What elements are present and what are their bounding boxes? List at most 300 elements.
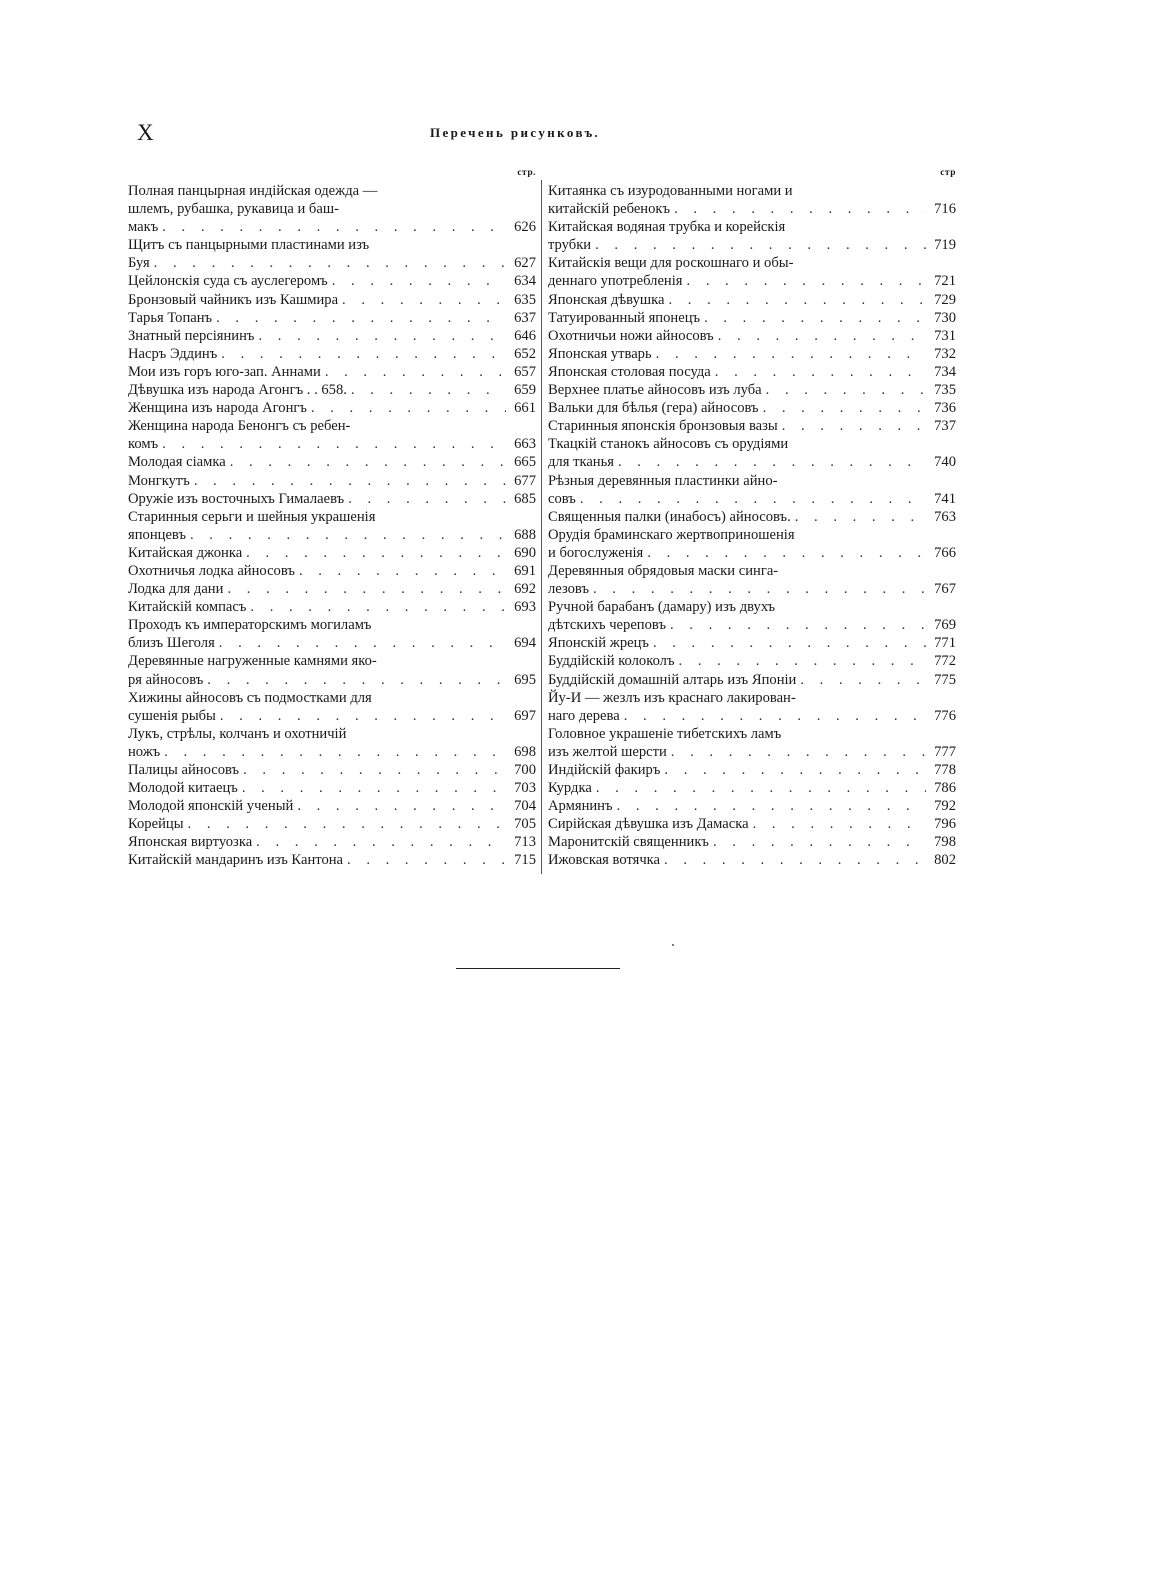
index-entry: [128, 562, 536, 580]
entry-page-number: 775: [934, 671, 956, 688]
leader-dots: [188, 815, 506, 833]
entry-title-line: Буддійскій домашній алтарь изъ Японіи: [548, 671, 797, 688]
leader-dots: [763, 399, 926, 417]
entry-page-number: 730: [934, 309, 956, 326]
entry-last-line: [128, 815, 536, 833]
entry-title-line: Японская дѣвушка: [548, 291, 665, 308]
entry-page-number: 693: [514, 599, 536, 616]
entry-page-number: 740: [934, 454, 956, 471]
index-entry: [548, 797, 956, 815]
entry-title-line: трубки: [548, 237, 592, 254]
index-entry: [128, 833, 536, 851]
entry-title-line: Деревянныя обрядовыя маски синга-: [548, 562, 779, 579]
entry-last-line: [128, 291, 536, 309]
entry-last-line: [548, 236, 956, 254]
entry-title-line: Японская виртуозка: [128, 834, 253, 851]
entry-title-line: Знатный персіянинъ: [128, 327, 255, 344]
end-rule: [456, 968, 620, 969]
leader-dots: [216, 309, 506, 327]
entry-title-line: Полная панцырная индійская одежда —: [128, 183, 378, 199]
index-entry: [128, 236, 536, 272]
entry-title-line: Татуированный японецъ: [548, 309, 701, 326]
entry-title-line: шлемъ, рубашка, рукавица и баш-: [128, 201, 339, 218]
index-entry: [548, 689, 956, 725]
entry-title-line: Охотничьи ножи айносовъ: [548, 327, 714, 344]
index-entry: [128, 761, 536, 779]
entry-last-line: [548, 544, 956, 562]
entry-last-line: [548, 345, 956, 363]
leader-dots: [164, 743, 506, 761]
entry-last-line: [128, 671, 536, 689]
index-entry: [128, 182, 536, 236]
entry-page-number: 729: [934, 291, 956, 308]
entry-title-line: Оружіе изъ восточныхъ Гималаевъ: [128, 490, 345, 507]
entry-title-line: Индійскій факиръ: [548, 762, 661, 778]
entry-title-line: Китайская джонка: [128, 544, 243, 561]
entry-page-number: 778: [934, 762, 956, 778]
entry-page-number: 777: [934, 743, 956, 760]
entry-page-number: 703: [514, 780, 536, 797]
entry-title-line: Японскій жрецъ: [548, 635, 649, 652]
index-entry: [128, 616, 536, 652]
entry-last-line: [128, 472, 536, 490]
entry-last-line: [548, 363, 956, 381]
leader-dots: [664, 851, 926, 869]
index-entry: [128, 725, 536, 761]
entry-title-line: дѣтскихъ череповъ: [548, 617, 666, 634]
entry-page-number: 734: [934, 363, 956, 380]
leader-dots: [653, 634, 926, 652]
entry-title-line: Деревянные нагруженные камнями яко-: [128, 653, 377, 670]
leader-dots: [162, 435, 506, 453]
entry-title-line: Щитъ съ панцырными пластинами изъ: [128, 237, 370, 254]
entry-page-number: 663: [514, 436, 536, 453]
entry-title-line: Хижины айносовъ съ подмостками для: [128, 689, 372, 706]
leader-dots: [258, 327, 506, 345]
entry-page-number: 735: [934, 382, 956, 399]
entry-last-line: [128, 435, 536, 453]
entry-title-line: сушенія рыбы: [128, 707, 216, 724]
entry-page-number: 719: [934, 237, 956, 254]
leader-dots: [617, 797, 926, 815]
entry-last-line: [128, 526, 536, 544]
entry-title-line: Мои изъ горъ юго-зап. Аннами: [128, 363, 321, 380]
leader-dots: [800, 671, 926, 689]
entry-last-line: [548, 779, 956, 797]
entry-page-number: 763: [934, 508, 956, 525]
entry-page-number: 704: [514, 798, 536, 815]
entry-title-line: Охотничья лодка айносовъ: [128, 562, 295, 579]
leader-dots: [618, 453, 926, 471]
entry-last-line: [548, 291, 956, 309]
entry-last-line: [548, 309, 956, 327]
entry-page-number: 772: [934, 653, 956, 670]
entry-page-number: 634: [514, 273, 536, 290]
leader-dots: [154, 254, 506, 272]
index-entry: [548, 435, 956, 471]
entry-last-line: [548, 381, 956, 399]
index-entry: [128, 345, 536, 363]
entry-last-line: [128, 254, 536, 272]
index-entry: [128, 472, 536, 490]
index-entry: [548, 671, 956, 689]
leader-dots: [596, 779, 926, 797]
index-entry: [548, 472, 956, 508]
entry-page-number: 700: [514, 762, 536, 778]
entry-page-number: 695: [514, 671, 536, 688]
entry-page-number: 690: [514, 544, 536, 561]
entry-title-line: Китайскій мандаринъ изъ Кантона: [128, 852, 344, 869]
entry-last-line: [128, 580, 536, 598]
entry-title-line: Японская утварь: [548, 345, 652, 362]
entry-title-line: Ручной барабанъ (дамару) изъ двухъ: [548, 599, 776, 616]
entry-last-line: [548, 652, 956, 670]
leader-dots: [246, 544, 506, 562]
leader-dots: [718, 327, 926, 345]
entry-title-line: деннаго употребленія: [548, 273, 683, 290]
entry-title-line: Верхнее платье айносовъ изъ луба: [548, 382, 762, 399]
entry-page-number: 741: [934, 490, 956, 507]
index-entry: [548, 345, 956, 363]
entry-page-number: 766: [934, 544, 956, 561]
left-column: [128, 164, 536, 870]
index-entry: [548, 833, 956, 851]
leader-dots: [227, 580, 506, 598]
leader-dots: [671, 743, 926, 761]
entry-title-line: Женщина изъ народа Агонгъ: [128, 400, 307, 417]
leader-dots: [668, 291, 926, 309]
index-entry: [548, 851, 956, 869]
leader-dots: [332, 272, 506, 290]
index-entry: [548, 218, 956, 254]
index-entry: [128, 598, 536, 616]
entry-page-number: 698: [514, 743, 536, 760]
index-entry: [128, 689, 536, 725]
index-entry: [548, 562, 956, 598]
entry-title-line: Головное украшеніе тибетскихъ ламъ: [548, 725, 782, 742]
entry-page-number: 627: [514, 255, 536, 272]
entry-page-number: 792: [934, 798, 956, 815]
leader-dots: [347, 851, 506, 869]
entry-title-line: Орудія браминскаго жертвоприношенія: [548, 526, 795, 543]
entry-title-line: Армянинъ: [548, 798, 613, 815]
entry-last-line: [128, 761, 536, 779]
entry-last-line: [128, 399, 536, 417]
column-divider: [541, 180, 542, 874]
entry-title-line: Насръ Эддинъ: [128, 345, 218, 362]
entry-title-line: японцевъ: [128, 526, 186, 543]
leader-dots: [679, 652, 926, 670]
index-entry: [548, 417, 956, 435]
column-label: стр: [940, 168, 956, 178]
entry-last-line: [128, 309, 536, 327]
leader-dots: [687, 272, 926, 290]
entry-title-line: Рѣзныя деревянныя пластинки айно-: [548, 472, 778, 489]
entry-last-line: [128, 833, 536, 851]
running-title: Перечень рисунковъ.: [430, 125, 601, 140]
entry-page-number: 661: [514, 400, 536, 417]
entry-title-line: Сирійская дѣвушка изъ Дамаска: [548, 816, 749, 833]
entry-page-number: 731: [934, 327, 956, 344]
entry-title-line: изъ желтой шерсти: [548, 743, 667, 760]
entry-last-line: [128, 453, 536, 471]
leader-dots: [207, 671, 506, 689]
entry-title-line: Лодка для дани: [128, 581, 224, 598]
index-entry: [128, 797, 536, 815]
leader-dots: [243, 761, 506, 779]
entry-last-line: [548, 417, 956, 435]
entry-last-line: [128, 544, 536, 562]
entry-page-number: 736: [934, 400, 956, 417]
leader-dots: [194, 472, 506, 490]
leader-dots: [348, 490, 506, 508]
leader-dots: [674, 200, 926, 218]
leader-dots: [325, 363, 506, 381]
index-entry: [128, 580, 536, 598]
entry-title-line: ножъ: [128, 743, 161, 760]
entry-last-line: [128, 598, 536, 616]
entry-page-number: 771: [934, 635, 956, 652]
index-entry: [548, 526, 956, 562]
print-speck: [672, 944, 674, 946]
entry-page-number: 732: [934, 345, 956, 362]
entry-title-line: Китайскій компасъ: [128, 599, 247, 616]
entry-last-line: [548, 327, 956, 345]
entry-last-line: [128, 851, 536, 869]
entry-page-number: 692: [514, 581, 536, 598]
leader-dots: [342, 291, 506, 309]
leader-dots: [670, 616, 926, 634]
index-entry: [548, 725, 956, 761]
entry-title-line: Молодая сіамка: [128, 454, 226, 471]
entry-title-line: Вальки для бѣлья (гера) айносовъ: [548, 400, 759, 417]
index-entry: [128, 363, 536, 381]
index-entry: [128, 779, 536, 797]
leader-dots: [580, 490, 926, 508]
index-entry: [548, 381, 956, 399]
leader-dots: [715, 363, 926, 381]
index-entry: [548, 327, 956, 345]
entry-title-line: Молодой китаецъ: [128, 780, 238, 797]
entry-last-line: [548, 580, 956, 598]
entry-last-line: [128, 381, 536, 399]
leader-dots: [221, 345, 506, 363]
entry-title-line: Молодой японскій ученый: [128, 798, 294, 815]
leader-dots: [220, 707, 506, 725]
entry-last-line: [128, 707, 536, 725]
leader-dots: [664, 761, 926, 779]
index-entry: [128, 652, 536, 688]
entry-last-line: [548, 707, 956, 725]
entry-title-line: Бронзовый чайникъ изъ Кашмира: [128, 291, 339, 308]
index-entry: [128, 417, 536, 453]
entry-last-line: [128, 490, 536, 508]
index-entry: [548, 779, 956, 797]
entry-last-line: [128, 363, 536, 381]
index-entry: [548, 309, 956, 327]
entry-page-number: 677: [514, 472, 536, 489]
entry-page-number: 694: [514, 635, 536, 652]
index-entry: [548, 291, 956, 309]
entry-title-line: Китаянка съ изуродованными ногами и: [548, 183, 793, 199]
entry-page-number: 626: [514, 219, 536, 236]
entry-title-line: Японская столовая посуда: [548, 363, 711, 380]
entry-title-line: Буя: [128, 255, 150, 272]
entry-title-line: Старинныя серьги и шейныя украшенія: [128, 508, 376, 525]
entry-title-line: Тарья Топанъ: [128, 309, 213, 326]
index-entry: [548, 508, 956, 526]
entry-last-line: [548, 797, 956, 815]
entry-page-number: 685: [514, 490, 536, 507]
entry-title-line: комъ: [128, 436, 159, 453]
entry-page-number: 659: [514, 382, 536, 399]
entry-last-line: [548, 815, 956, 833]
index-entry: [548, 634, 956, 652]
entry-title-line: Корейцы: [128, 816, 184, 833]
leader-dots: [595, 236, 926, 254]
entry-title-line: Ижовская вотячка: [548, 852, 661, 869]
entry-last-line: [548, 272, 956, 290]
entry-page-number: 776: [934, 707, 956, 724]
index-entry: [548, 815, 956, 833]
entry-title-line: совъ: [548, 490, 576, 507]
entry-title-line: Женщина народа Бенонгъ съ ребен-: [128, 418, 351, 435]
entry-title-line: китайскій ребенокъ: [548, 201, 671, 218]
entry-page-number: 786: [934, 780, 956, 797]
leader-dots: [795, 508, 926, 526]
entry-last-line: [128, 779, 536, 797]
entry-page-number: 715: [514, 852, 536, 869]
leader-dots: [190, 526, 506, 544]
entry-title-line: макъ: [128, 219, 159, 236]
entry-last-line: [548, 833, 956, 851]
entry-last-line: [548, 761, 956, 779]
entry-title-line: близъ Шеголя: [128, 635, 215, 652]
leader-dots: [766, 381, 926, 399]
column-label: стр.: [517, 168, 536, 178]
entry-title-line: Священныя палки (инабосъ) айносовъ.: [548, 508, 791, 525]
index-entry: [128, 851, 536, 869]
index-entry: [128, 490, 536, 508]
entry-last-line: [548, 508, 956, 526]
entry-page-number: 635: [514, 291, 536, 308]
entry-title-line: Маронитскій священникъ: [548, 834, 709, 851]
entry-title-line: Буддійскій колоколъ: [548, 653, 675, 670]
entry-title-line: Монгкутъ: [128, 472, 190, 489]
index-entry: [128, 381, 536, 399]
index-entry: [548, 652, 956, 670]
leader-dots: [713, 833, 926, 851]
entry-title-line: Лукъ, стрѣлы, колчанъ и охотничій: [128, 725, 347, 742]
entry-page-number: 691: [514, 562, 536, 579]
page-number: X: [137, 120, 154, 145]
index-entry: [548, 254, 956, 290]
entry-last-line: [548, 851, 956, 869]
entry-title-line: Курдка: [548, 780, 592, 797]
entry-title-line: Цейлонскія суда съ ауслегеромъ: [128, 273, 328, 290]
entry-page-number: 637: [514, 309, 536, 326]
entry-last-line: [548, 490, 956, 508]
entry-page-number: 721: [934, 273, 956, 290]
entry-title-line: Палицы айносовъ: [128, 762, 240, 778]
leader-dots: [250, 598, 506, 616]
index-entry: [128, 309, 536, 327]
entry-title-line: Китайскія вещи для роскошнаго и обы-: [548, 255, 794, 272]
entry-page-number: 665: [514, 454, 536, 471]
leader-dots: [753, 815, 926, 833]
entry-page-number: 767: [934, 581, 956, 598]
entry-title-line: и богослуженія: [548, 544, 644, 561]
entry-last-line: [128, 562, 536, 580]
entry-page-number: 802: [934, 852, 956, 869]
entry-page-number: 796: [934, 816, 956, 833]
entry-last-line: [548, 634, 956, 652]
index-entry: [128, 544, 536, 562]
index-entry: [548, 399, 956, 417]
entry-last-line: [128, 218, 536, 236]
entry-page-number: 646: [514, 327, 536, 344]
leader-dots: [656, 345, 926, 363]
entry-title-line: Китайская водяная трубка и корейскія: [548, 219, 786, 236]
entry-page-number: 697: [514, 707, 536, 724]
index-entry: [128, 291, 536, 309]
entry-page-number: 688: [514, 526, 536, 543]
leader-dots: [299, 562, 506, 580]
entry-page-number: 713: [514, 834, 536, 851]
entry-title-line: Дѣвушка изъ народа Агонгъ . . 658.: [128, 382, 347, 399]
index-entry: [548, 761, 956, 779]
entry-title-line: для тканья: [548, 454, 614, 471]
leader-dots: [256, 833, 506, 851]
leader-dots: [593, 580, 926, 598]
leader-dots: [242, 779, 506, 797]
entry-title-line: Ткацкій станокъ айносовъ съ орудіями: [548, 436, 789, 453]
entry-last-line: [548, 616, 956, 634]
entry-page-number: 716: [934, 201, 956, 218]
leader-dots: [219, 634, 506, 652]
entry-page-number: 798: [934, 834, 956, 851]
leader-dots: [162, 218, 506, 236]
index-entry: [128, 272, 536, 290]
index-entry: [128, 508, 536, 544]
index-entry: [548, 363, 956, 381]
entry-page-number: 657: [514, 363, 536, 380]
leader-dots: [624, 707, 926, 725]
entry-title-line: Йу-И — жезлъ изъ краснаго лакирован-: [548, 689, 796, 706]
entry-title-line: лезовъ: [548, 581, 589, 598]
entry-last-line: [128, 797, 536, 815]
entry-last-line: [548, 671, 956, 689]
leader-dots: [311, 399, 506, 417]
entry-title-line: Старинныя японскія бронзовыя вазы: [548, 418, 778, 435]
index-entry: [548, 182, 956, 218]
entry-title-line: Проходъ къ императорскимъ могиламъ: [128, 617, 372, 634]
index-entry: [548, 598, 956, 634]
entry-title-line: наго дерева: [548, 707, 620, 724]
leader-dots: [351, 381, 506, 399]
entry-page-number: 769: [934, 617, 956, 634]
entry-last-line: [128, 327, 536, 345]
entry-page-number: 652: [514, 345, 536, 362]
entry-last-line: [548, 453, 956, 471]
entry-title-line: ря айносовъ: [128, 671, 204, 688]
index-entry: [128, 453, 536, 471]
entry-last-line: [548, 200, 956, 218]
index-entry: [128, 815, 536, 833]
entry-last-line: [548, 743, 956, 761]
entry-last-line: [548, 399, 956, 417]
entry-page-number: 705: [514, 816, 536, 833]
